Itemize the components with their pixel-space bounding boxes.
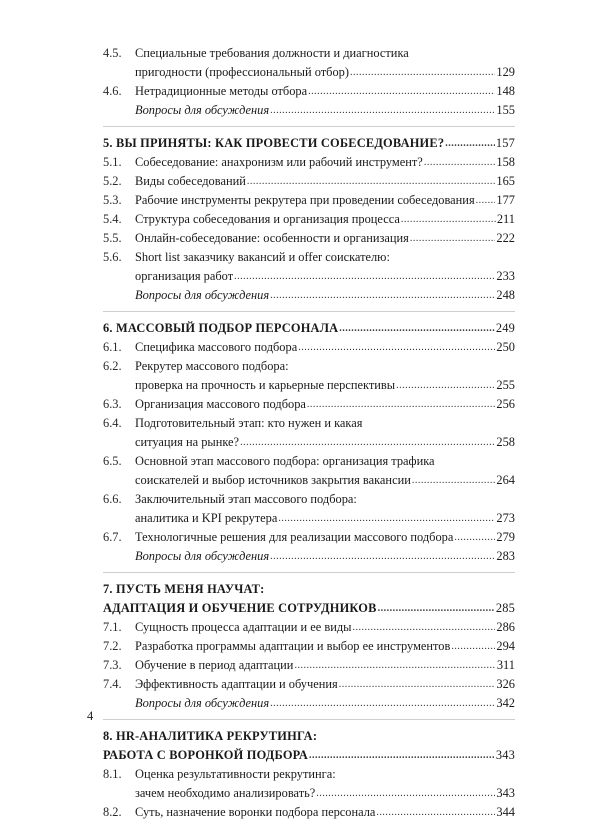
toc-block-ch4 (103, 44, 515, 120)
entry-page: 155 (496, 103, 515, 117)
toc-entry (103, 376, 515, 395)
entry-page: 279 (496, 530, 515, 544)
entry-text: Основной этап массового подбора: организация трафика (135, 454, 435, 468)
entry-text: соискателей и выбор источников закрытия вакансии (135, 473, 411, 487)
chapter-heading (103, 580, 515, 599)
toc-entry (103, 490, 515, 509)
entry-text: Нетрадиционные методы отбора (135, 84, 308, 98)
toc-entry (103, 803, 515, 822)
toc-entry (103, 210, 515, 229)
entry-page: 177 (496, 193, 515, 207)
dot-leader (240, 436, 495, 450)
entry-number: 8.1. (103, 767, 122, 781)
divider (103, 572, 515, 573)
entry-number: 5.5. (103, 231, 122, 245)
entry-page: 286 (496, 620, 515, 634)
toc-entry (103, 433, 515, 452)
entry-text: Short list заказчику вакансий и offer соискателю: (135, 250, 390, 264)
toc-entry (103, 656, 515, 675)
dot-leader (454, 531, 495, 545)
toc-entry (103, 765, 515, 784)
entry-page: 311 (496, 658, 515, 672)
toc-entry (103, 618, 515, 637)
entry-text: Сущность процесса адаптации и ее виды (135, 620, 352, 634)
divider (103, 126, 515, 127)
entry-text: Разработка программы адаптации и выбор ее инструментов (135, 639, 451, 653)
toc-entry (103, 172, 515, 191)
chapter-page: 157 (495, 136, 515, 150)
toc-entry-questions (103, 101, 515, 120)
entry-number: 6.3. (103, 397, 122, 411)
dot-leader (350, 66, 495, 80)
toc-entry-questions (103, 286, 515, 305)
entry-page: 248 (496, 288, 515, 302)
chapter-page: 285 (495, 601, 515, 615)
entry-number: 5.6. (103, 250, 122, 264)
entry-page: 344 (496, 805, 515, 819)
entry-page: 233 (496, 269, 515, 283)
entry-page: 343 (496, 786, 515, 800)
toc-entry (103, 338, 515, 357)
entry-page: 255 (496, 378, 515, 392)
toc-entry (103, 675, 515, 694)
entry-number: 5.4. (103, 212, 122, 226)
entry-text: Структура собеседования и организация процесса (135, 212, 400, 226)
toc-entry (103, 471, 515, 490)
dot-leader (352, 621, 495, 635)
entry-text: Подготовительный этап: кто нужен и какая (135, 416, 363, 430)
chapter-title-line1: 7. ПУСТЬ МЕНЯ НАУЧАТ: (103, 582, 265, 596)
dot-leader (378, 602, 495, 616)
entry-text: Оценка результативности рекрутинга: (135, 767, 336, 781)
entry-text: зачем необходимо анализировать? (135, 786, 316, 800)
entry-page: 342 (496, 696, 515, 710)
chapter-page: 343 (495, 748, 515, 762)
toc-entry (103, 395, 515, 414)
dot-leader (270, 104, 495, 118)
chapter-page: 249 (495, 321, 515, 335)
dot-leader (294, 659, 495, 673)
entry-text: Собеседование: анахронизм или рабочий инструмент? (135, 155, 423, 169)
entry-text: Вопросы для обсуждения (135, 288, 270, 302)
entry-number: 8.2. (103, 805, 122, 819)
dot-leader (270, 550, 495, 564)
chapter-heading-cont (103, 599, 515, 618)
entry-text: Специальные требования должности и диагностика (135, 46, 409, 60)
chapter-heading (103, 727, 515, 746)
entry-number: 6.6. (103, 492, 122, 506)
entry-number: 6.7. (103, 530, 122, 544)
dot-leader (410, 232, 496, 246)
entry-page: 148 (496, 84, 515, 98)
entry-number: 6.1. (103, 340, 122, 354)
toc-entry (103, 229, 515, 248)
dot-leader (234, 270, 495, 284)
entry-number: 7.2. (103, 639, 122, 653)
dot-leader (339, 678, 496, 692)
entry-text: проверка на прочность и карьерные перспективы (135, 378, 396, 392)
dot-leader (339, 322, 495, 336)
entry-page: 294 (496, 639, 515, 653)
chapter-heading (103, 134, 515, 153)
dot-leader (308, 85, 495, 99)
toc-entry (103, 82, 515, 101)
entry-text: Организация массового подбора (135, 397, 306, 411)
toc-entry (103, 63, 515, 82)
dot-leader (376, 806, 495, 820)
entry-text: ситуация на рынке? (135, 435, 240, 449)
toc-entry (103, 153, 515, 172)
dot-leader (445, 137, 495, 151)
entry-page: 326 (496, 677, 515, 691)
entry-text: Рекрутер массового подбора: (135, 359, 289, 373)
entry-text: пригодности (профессиональный отбор) (135, 65, 349, 79)
entry-text: Технологичные решения для реализации массового подбора (135, 530, 454, 544)
entry-page: 250 (496, 340, 515, 354)
dot-leader (451, 640, 495, 654)
entry-number: 7.4. (103, 677, 122, 691)
entry-number: 6.2. (103, 359, 122, 373)
entry-number: 5.2. (103, 174, 122, 188)
table-of-contents (103, 44, 515, 822)
entry-page: 165 (496, 174, 515, 188)
dot-leader (278, 512, 495, 526)
entry-text: Вопросы для обсуждения (135, 696, 270, 710)
dot-leader (476, 194, 496, 208)
entry-page: 256 (496, 397, 515, 411)
entry-text: аналитика и KPI рекрутера (135, 511, 278, 525)
dot-leader (307, 398, 496, 412)
entry-page: 273 (496, 511, 515, 525)
toc-chapter-5 (103, 134, 515, 305)
toc-entry (103, 44, 515, 63)
toc-chapter-8 (103, 727, 515, 822)
chapter-heading (103, 319, 515, 338)
dot-leader (424, 156, 496, 170)
dot-leader (401, 213, 496, 227)
toc-entry (103, 784, 515, 803)
entry-number: 7.3. (103, 658, 122, 672)
entry-text: Заключительный этап массового подбора: (135, 492, 357, 506)
chapter-title-line2: РАБОТА С ВОРОНКОЙ ПОДБОРА (103, 748, 308, 762)
toc-entry (103, 637, 515, 656)
entry-number: 4.5. (103, 46, 122, 60)
dot-leader (298, 341, 495, 355)
entry-text: Рабочие инструменты рекрутера при проведении собеседования (135, 193, 475, 207)
dot-leader (247, 175, 496, 189)
toc-entry-questions (103, 547, 515, 566)
entry-text: Эффективность адаптации и обучения (135, 677, 338, 691)
chapter-heading-cont (103, 746, 515, 765)
toc-entry (103, 528, 515, 547)
entry-page: 264 (496, 473, 515, 487)
dot-leader (309, 749, 495, 763)
dot-leader (270, 289, 495, 303)
dot-leader (270, 697, 495, 711)
toc-entry (103, 357, 515, 376)
toc-entry (103, 191, 515, 210)
entry-text: Вопросы для обсуждения (135, 549, 270, 563)
entry-text: Суть, назначение воронки подбора персонала (135, 805, 376, 819)
toc-entry (103, 452, 515, 471)
entry-page: 283 (496, 549, 515, 563)
chapter-title: 6. МАССОВЫЙ ПОДБОР ПЕРСОНАЛА (103, 321, 339, 335)
dot-leader (396, 379, 495, 393)
toc-entry (103, 414, 515, 433)
toc-entry (103, 509, 515, 528)
entry-number: 4.6. (103, 84, 122, 98)
entry-page: 258 (496, 435, 515, 449)
entry-page: 222 (496, 231, 515, 245)
entry-number: 6.4. (103, 416, 122, 430)
entry-text: Вопросы для обсуждения (135, 103, 270, 117)
toc-entry (103, 248, 515, 267)
divider (103, 719, 515, 720)
toc-chapter-7 (103, 580, 515, 713)
entry-page: 129 (496, 65, 515, 79)
divider (103, 311, 515, 312)
page-number: 4 (87, 709, 94, 723)
entry-page: 158 (496, 155, 515, 169)
chapter-title-line2: АДАПТАЦИЯ И ОБУЧЕНИЕ СОТРУДНИКОВ (103, 601, 377, 615)
entry-text: Обучение в период адаптации (135, 658, 294, 672)
toc-chapter-6 (103, 319, 515, 566)
entry-page: 211 (496, 212, 515, 226)
toc-entry-questions (103, 694, 515, 713)
entry-text: Специфика массового подбора (135, 340, 298, 354)
toc-entry (103, 267, 515, 286)
chapter-title-line1: 8. HR-АНАЛИТИКА РЕКРУТИНГА: (103, 729, 318, 743)
entry-number: 7.1. (103, 620, 122, 634)
entry-number: 5.3. (103, 193, 122, 207)
entry-text: Онлайн-собеседование: особенности и организация (135, 231, 409, 245)
entry-text: организация работ (135, 269, 234, 283)
dot-leader (316, 787, 495, 801)
entry-number: 6.5. (103, 454, 122, 468)
entry-text: Виды собеседований (135, 174, 246, 188)
entry-number: 5.1. (103, 155, 122, 169)
chapter-title: 5. ВЫ ПРИНЯТЫ: КАК ПРОВЕСТИ СОБЕСЕДОВАНИЕ? (103, 136, 445, 150)
dot-leader (412, 474, 496, 488)
